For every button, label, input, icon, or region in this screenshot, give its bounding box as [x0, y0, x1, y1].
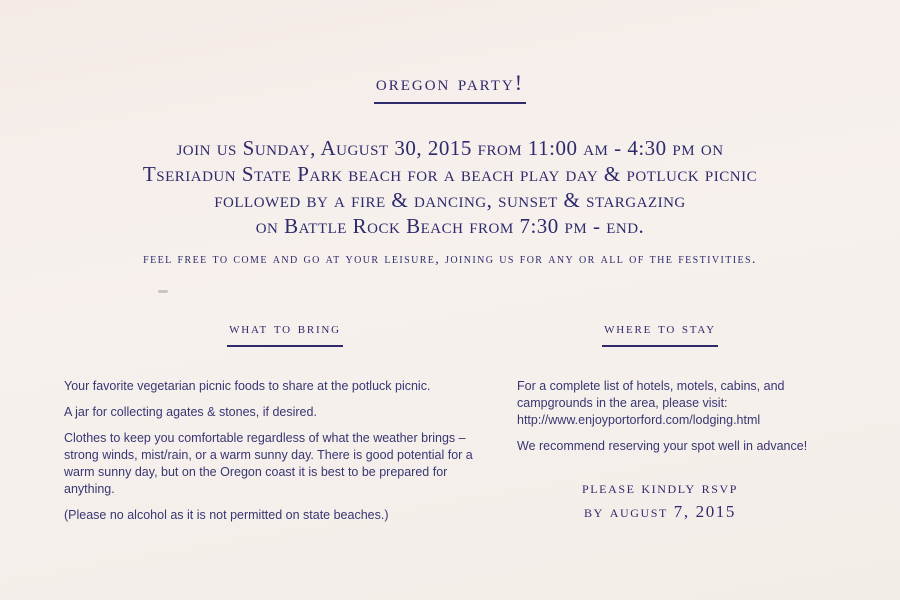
rsvp-line-1: please kindly rsvp — [581, 478, 739, 497]
decorative-speck — [158, 290, 168, 293]
invitation-title-block — [0, 70, 900, 104]
where-to-stay-heading: where to stay — [602, 320, 718, 347]
what-to-bring-list — [64, 378, 484, 533]
list-item: A jar for collecting agates & stones, if desired. — [64, 405, 317, 419]
rsvp-block — [510, 476, 810, 524]
what-to-bring-heading-block — [110, 320, 460, 347]
lodging-info — [517, 378, 857, 429]
list-item: Clothes to keep you comfortable regardless of what the weather brings – strong winds, mist/rain, or a warm sunny day. There is good potential for a warm sunny day, but on the Oregon coast it is best to be prepared for anything. — [64, 431, 473, 496]
event-details-line-2: Tseriadun State Park beach for a beach play day & potluck picnic — [142, 162, 758, 186]
invitation-title: oregon party! — [374, 70, 526, 104]
leisure-note: feel free to come and go at your leisure, joining us for any or all of the festivities. — [143, 252, 757, 267]
list-item: Your favorite vegetarian picnic foods to share at the potluck picnic. — [64, 379, 431, 393]
what-to-bring-heading: what to bring — [227, 320, 343, 347]
list-item: (Please no alcohol as it is not permitted on state beaches.) — [64, 508, 389, 522]
event-details-line-4: on Battle Rock Beach from 7:30 pm - end. — [255, 214, 645, 238]
reservation-note: We recommend reserving your spot well in advance! — [517, 439, 808, 453]
rsvp-line-2: by august 7, 2015 — [583, 502, 737, 521]
event-details — [0, 135, 900, 239]
where-to-stay-heading-block — [510, 320, 810, 347]
lodging-link[interactable]: http://www.enjoyportorford.com/lodging.html — [517, 413, 761, 427]
event-details-line-3: followed by a fire & dancing, sunset & stargazing — [214, 188, 686, 212]
lodging-intro: For a complete list of hotels, motels, cabins, and campgrounds in the area, please visit: — [517, 379, 785, 410]
event-details-line-1: join us Sunday, August 30, 2015 from 11:00 am - 4:30 pm on — [176, 136, 724, 160]
where-to-stay-info — [517, 378, 857, 464]
